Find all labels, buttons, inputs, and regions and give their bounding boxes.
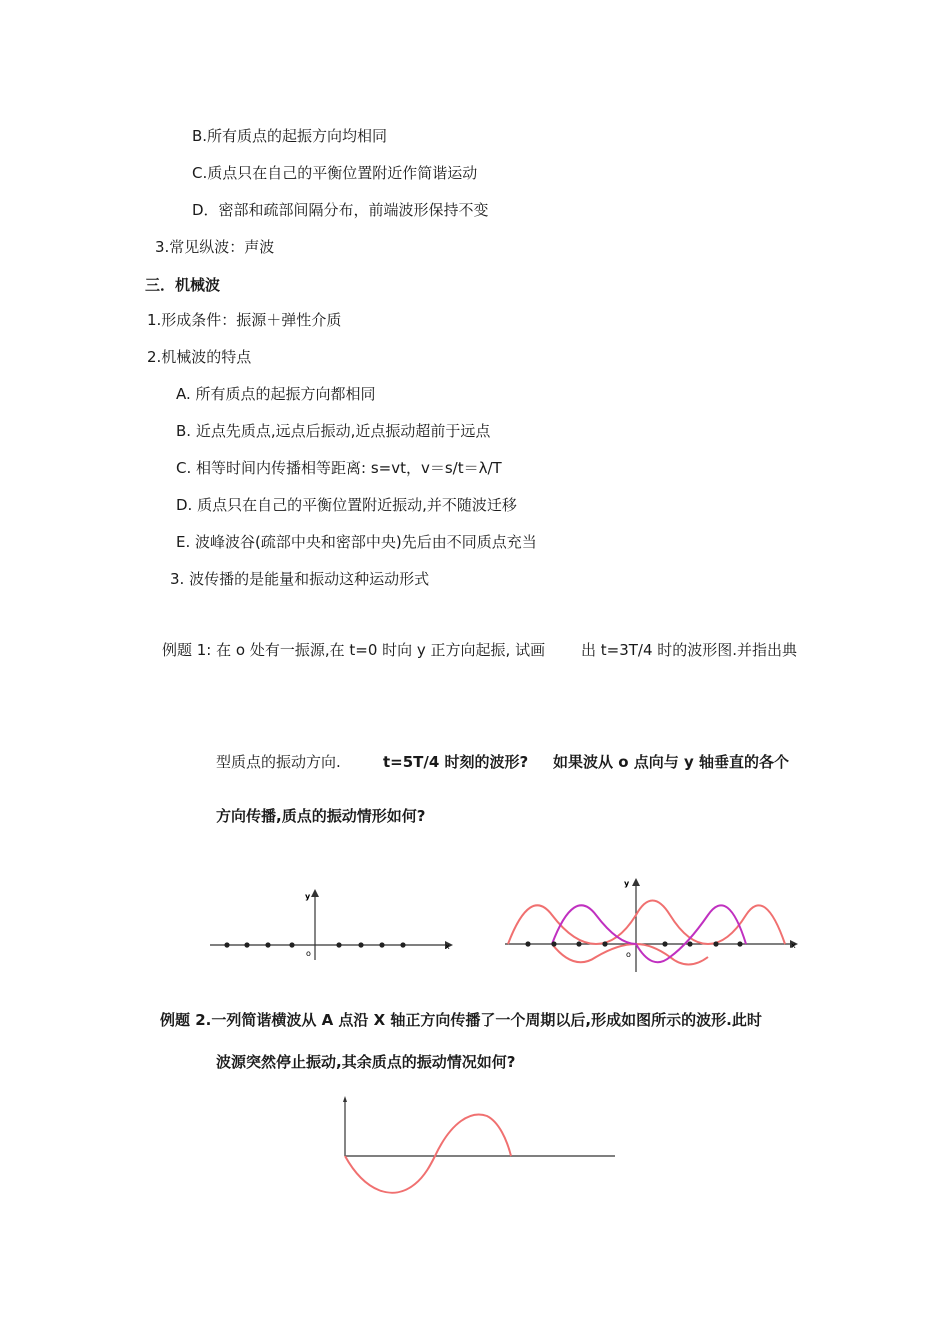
magenta-wave (552, 905, 746, 962)
example1-line2c: 如果波从 o 点向与 y 轴垂直的各个 (553, 753, 789, 771)
fig2-x-label: x (791, 941, 796, 950)
features-heading: 2.机械波的特点 (147, 348, 252, 366)
figure-waveforms (500, 872, 810, 977)
feature-a: A. 所有质点的起振方向都相同 (176, 385, 376, 403)
common-longitudinal-wave: 3.常见纵波：声波 (155, 238, 275, 256)
feature-3: 3. 波传播的是能量和振动这种运动形式 (170, 570, 430, 588)
feature-b: B. 近点先质点,远点后振动,近点振动超前于远点 (176, 422, 491, 440)
option-b: B.所有质点的起振方向均相同 (192, 127, 388, 145)
fig1-x-label: x (445, 942, 450, 951)
fig1-origin-label: o (306, 949, 311, 958)
figure-particles-at-rest (205, 885, 460, 965)
fig2-origin-label: o (626, 950, 631, 959)
fig1-y-label: y (305, 892, 311, 901)
example1-line2b: t=5T/4 时刻的波形? (383, 753, 529, 771)
example1-line1a: 例题 1: 在 o 处有一振源,在 t=0 时向 y 正方向起振, 试画 (162, 641, 546, 659)
figure-one-period-wave (335, 1092, 625, 1202)
example1-line1b: 出 t=3T/4 时的波形图.并指出典 (581, 641, 798, 659)
feature-e: E. 波峰波谷(疏部中央和密部中央)先后由不同质点充当 (176, 533, 537, 551)
feature-d: D. 质点只在自己的平衡位置附近振动,并不随波迁移 (176, 496, 517, 514)
fig2-y-label: y (624, 879, 630, 888)
option-c: C.质点只在自己的平衡位置附近作简谐运动 (192, 164, 478, 182)
feature-c: C. 相等时间内传播相等距离: s=vt，v＝s/t＝λ/T (176, 459, 502, 477)
section-heading-mechanical-wave: 三．机械波 (145, 276, 221, 294)
option-d: D．密部和疏部间隔分布，前端波形保持不变 (192, 201, 489, 219)
example1-line3: 方向传播,质点的振动情形如何? (216, 807, 426, 825)
example1-line2a: 型质点的振动方向. (216, 753, 341, 771)
example2-line1: 例题 2.一列简谐横波从 A 点沿 X 轴正方向传播了一个周期以后,形成如图所示的波形.此时 (160, 1011, 762, 1029)
example2-line2: 波源突然停止振动,其余质点的振动情况如何? (216, 1053, 516, 1071)
formation-condition: 1.形成条件：振源＋弹性介质 (147, 311, 342, 329)
